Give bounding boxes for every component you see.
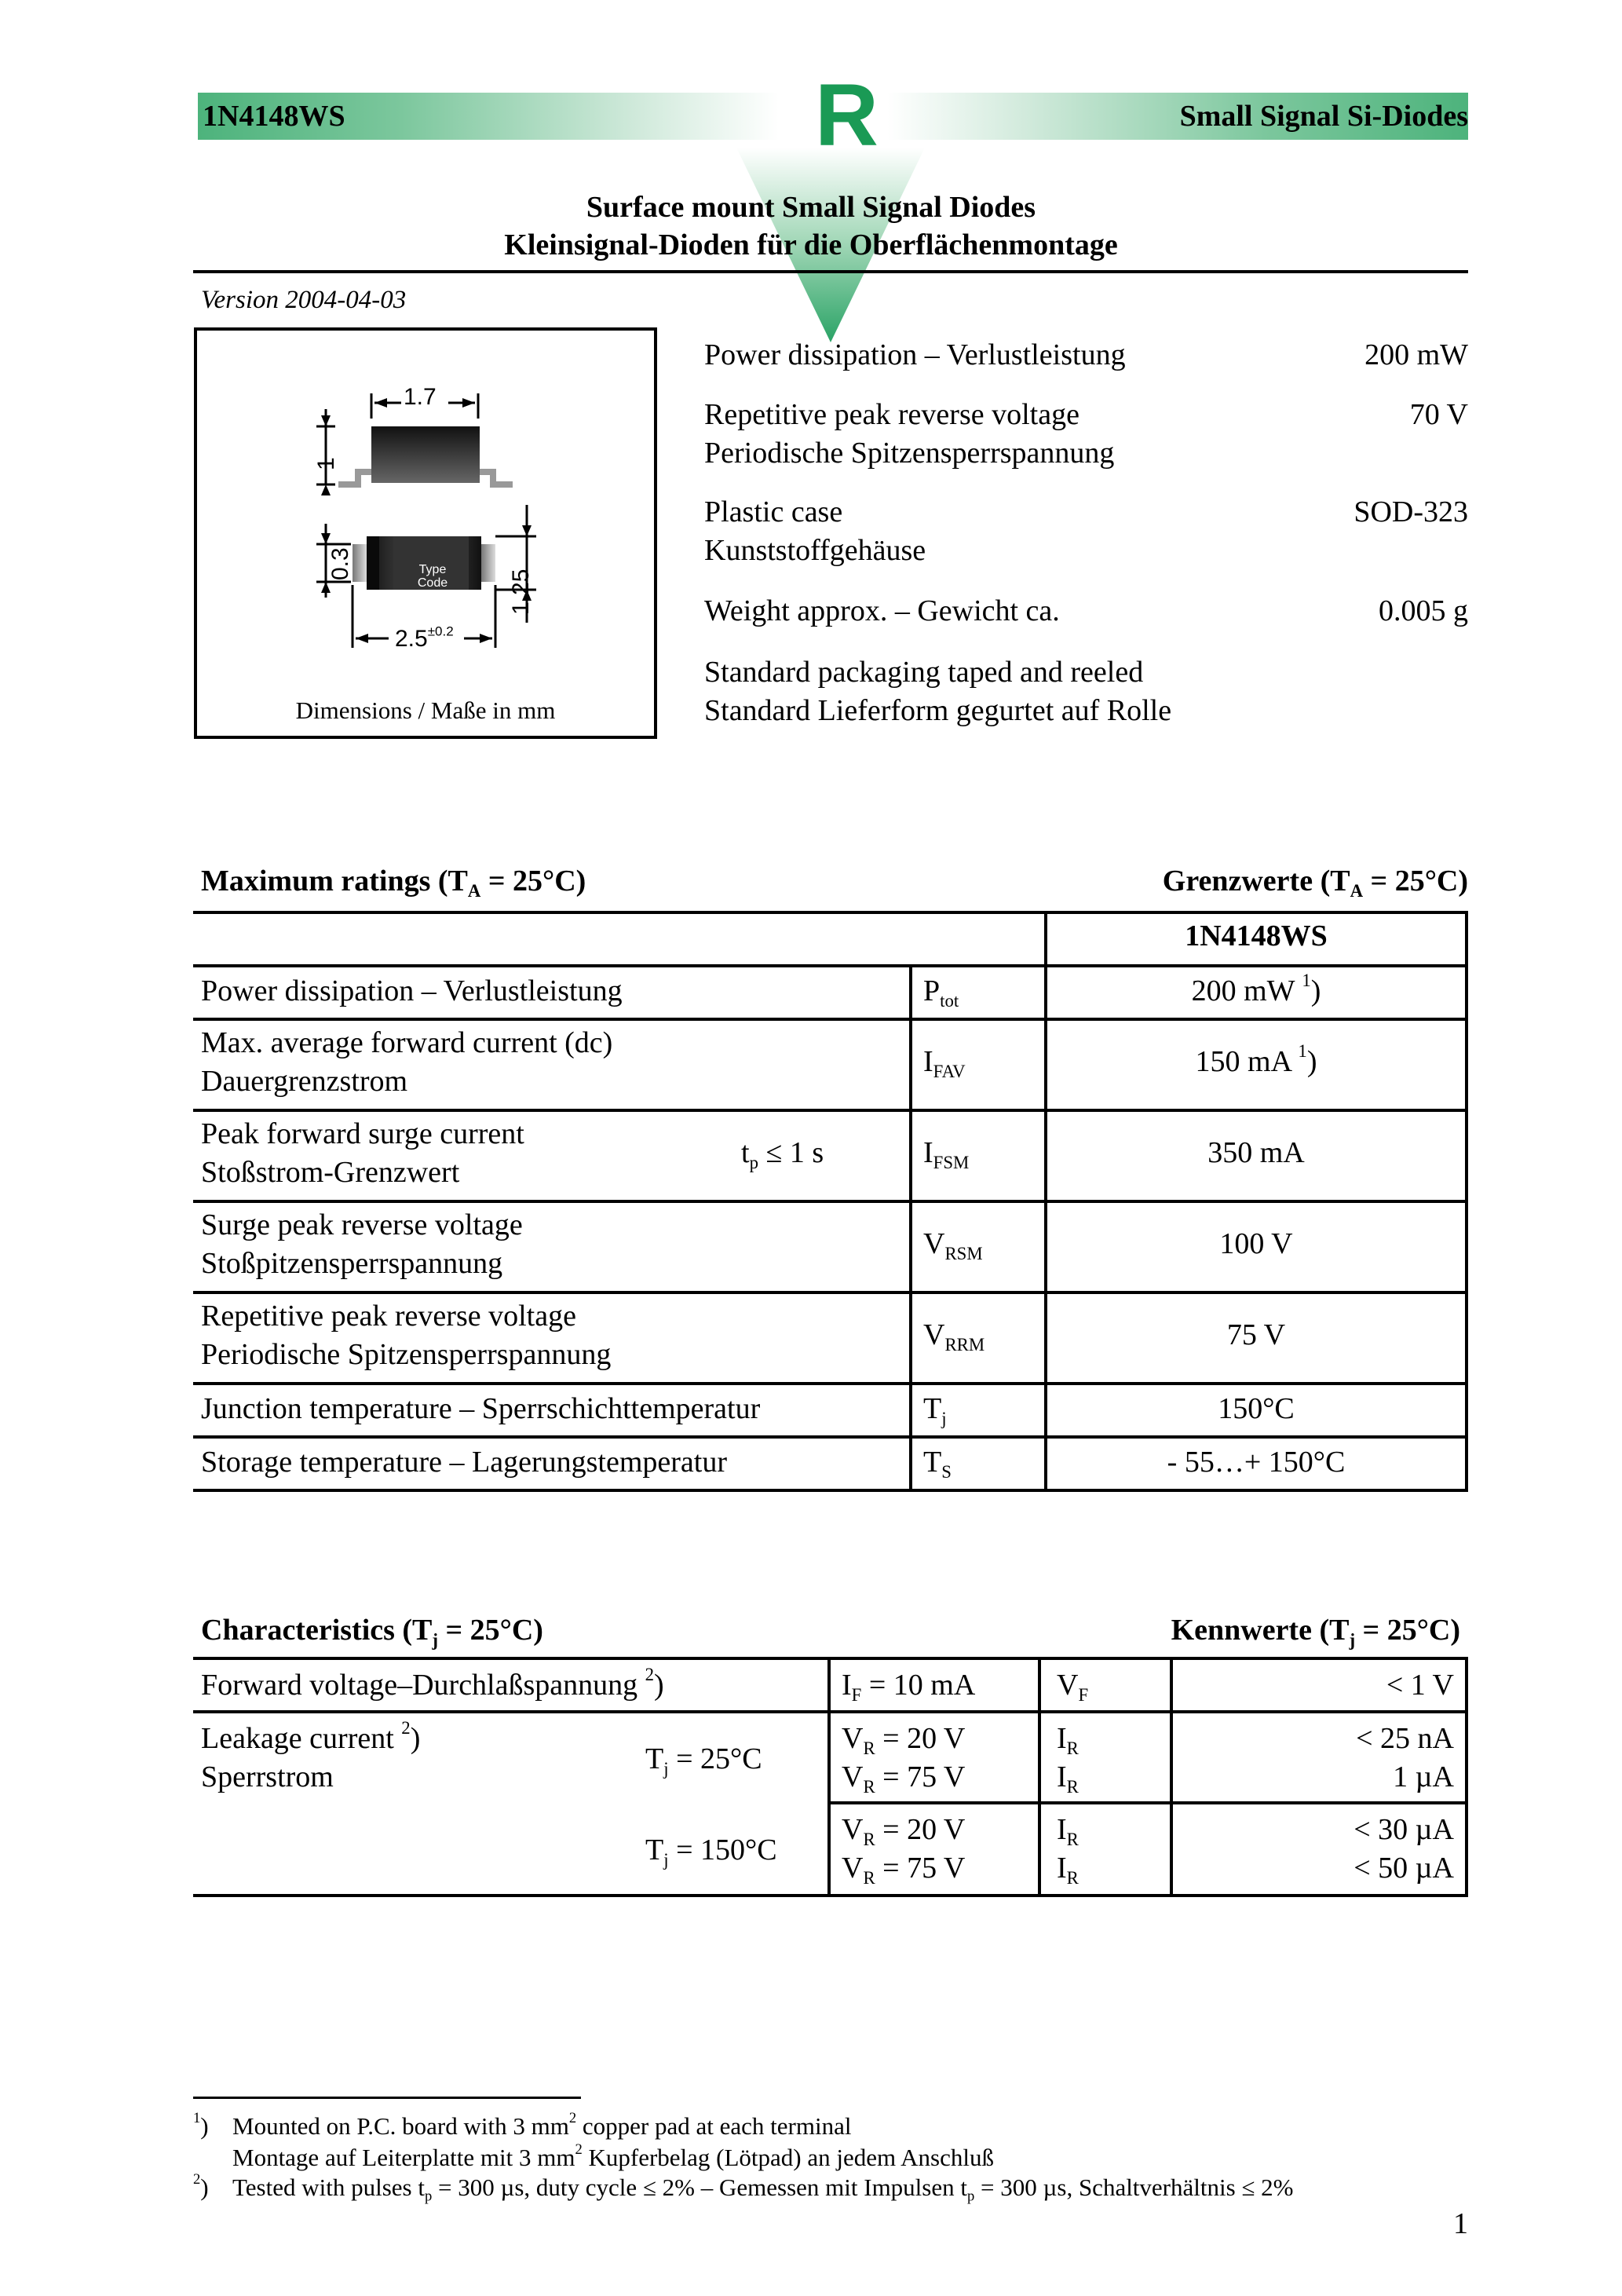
rating-vrsm-value: 100 V [1219,1227,1293,1260]
char-vf-value: < 1 V [1386,1669,1454,1702]
title-rule [193,270,1468,273]
footnote-rule [193,2097,581,2099]
spec-weight-label: Weight approx. – Gewicht ca. [704,594,1060,627]
footnote-1-line-1: Mounted on P.C. board with 3 $mm^2$ copper pad at each terminal [232,2110,852,2140]
header-part-number: 1N4148WS [203,100,345,133]
char-ir-value-3: < 30 µA [1353,1813,1454,1846]
dimensions-caption: Dimensions / Maße in mm [295,696,556,724]
spec-case-label: Plastic case [704,495,843,528]
char-ir-value-1: < 25 nA [1356,1722,1454,1755]
title-line-2: Kleinsignal-Dioden für die Oberflächenmontage [504,229,1118,261]
rating-tj-value: 150°C [1218,1392,1295,1425]
rating-ifsm-condition: $t_p \le 1$ s [741,1136,824,1172]
max-ratings-title-de: Grenzwerte $(T_A = 25^\circ C)$ [1162,865,1468,901]
char-ir-vr-20-150c: $V_R = 20$ V [842,1813,966,1849]
char-ir-label: Leakage current $^2$) [201,1717,421,1755]
rating-ifsm-label-de: Stoßstrom-Grenzwert [201,1156,460,1189]
char-ir-vr-75-25c: $V_R = 75$ V [842,1760,966,1797]
characteristics-title: Characteristics $(T_j = 25^\circ C)$ [201,1614,543,1650]
max-ratings-column-header: 1N4148WS [1185,919,1328,952]
dim-length-label: 1.7 [404,384,437,410]
spec-power-value: 200 mW [1364,338,1468,371]
rating-vrrm-value: 75 V [1226,1318,1286,1351]
logo [809,66,903,164]
spec-vrrm-label: Repetitive peak reverse voltage [704,398,1080,431]
char-ir-symbol-1: $I_R$ [1057,1722,1079,1758]
footnote-2-mark: $^2$) [193,2171,209,2201]
rating-vrrm-label: Repetitive peak reverse voltage [201,1300,576,1333]
char-vf-label: Forward voltage–Durchlaßspannung $^2$) [201,1664,664,1702]
char-ir-vr-75-150c: $V_R = 75$ V [842,1852,966,1888]
rating-ifav-label: Max. average forward current (dc) [201,1026,613,1059]
characteristics-title-de: Kennwerte $(T_j = 25^\circ C)$ [1171,1614,1460,1650]
spec-case-label-de: Kunststoffgehäuse [704,534,926,567]
char-ir-symbol-2: $I_R$ [1057,1760,1079,1797]
rating-tj-label: Junction temperature – Sperrschichttemperatur [201,1392,761,1425]
spec-packaging-label: Standard packaging taped and reeled [704,656,1144,689]
logo-letter: R [815,66,879,164]
rating-ifsm-value: 350 mA [1207,1136,1305,1169]
rating-vrsm-symbol: $V_{RSM}$ [923,1227,983,1263]
char-ir-symbol-4: $I_R$ [1057,1852,1079,1888]
footnote-1-line-2: Montage auf Leiterplatte mit 3 $mm^2$ Kupferbelag (Lötpad) an jedem Anschluß [232,2141,994,2171]
page-number: 1 [1453,2207,1468,2240]
spec-power-label: Power dissipation – Verlustleistung [704,338,1126,371]
rating-power-value: 200 mW $^1$) [1191,970,1321,1007]
rating-ifsm-symbol: $I_{FSM}$ [923,1136,970,1172]
rating-ts-value: - 55…+ 150°C [1167,1446,1346,1479]
char-ir-vr-20-25c: $V_R = 20$ V [842,1722,966,1758]
footnote-2-text: Tested with pulses $t_p = 300$ µs, duty cycle ≤ 2% – Gemessen mit Impulsen $t_p = 300$ µs, Schaltverhältnis ≤ 2% [232,2174,1294,2205]
char-ir-value-4: < 50 µA [1353,1852,1454,1885]
header-category: Small Signal Si-Diodes [1179,100,1468,133]
version-label: Version 2004-04-03 [201,286,407,314]
spec-weight-value: 0.005 g [1379,594,1468,627]
dim-lead-label: 0.3 [327,547,353,580]
rating-power-label: Power dissipation – Verlustleistung [201,974,623,1007]
char-ir-label-de: Sperrstrom [201,1760,334,1793]
rating-power-symbol: $P_{tot}$ [923,974,959,1011]
type-code-label: Type Code [417,563,448,590]
char-vf-condition: $I_F = 10$ mA [842,1669,976,1705]
char-vf-symbol: $V_F$ [1057,1669,1089,1705]
char-ir-temp-150: $T_j = 150^\circ C$ [645,1834,777,1870]
rating-vrsm-label: Surge peak reverse voltage [201,1208,523,1241]
spec-packaging-label-de: Standard Lieferform gegurtet auf Rolle [704,694,1172,727]
rating-ts-label: Storage temperature – Lagerungstemperatur [201,1446,727,1479]
spec-vrrm-value: 70 V [1409,398,1468,431]
rating-vrrm-symbol: $V_{RRM}$ [923,1318,985,1355]
rating-ifav-symbol: $I_{FAV}$ [923,1045,966,1081]
footnote-1-mark: $^1$) [193,2110,209,2140]
char-ir-symbol-3: $I_R$ [1057,1813,1079,1849]
rating-tj-symbol: $T_j$ [923,1392,947,1428]
dim-height-label: 1 [313,457,339,470]
spec-case-value: SOD-323 [1353,495,1468,528]
rating-ifsm-label: Peak forward surge current [201,1117,524,1150]
spec-vrrm-label-de: Periodische Spitzensperrspannung [704,437,1115,470]
rating-vrsm-label-de: Stoßpitzensperrspannung [201,1247,503,1280]
rating-ts-symbol: $T_S$ [923,1446,952,1482]
rating-ifav-label-de: Dauergrenzstrom [201,1065,408,1098]
char-ir-temp-25: $T_j = 25^\circ C$ [645,1742,762,1779]
char-ir-value-2: 1 µA [1393,1760,1454,1793]
max-ratings-title: Maximum ratings $(T_A = 25^\circ C)$ [201,865,586,901]
rating-vrrm-label-de: Periodische Spitzensperrspannung [201,1338,612,1371]
dim-total-label: $2.5^{\pm 0.2}$ [395,623,454,652]
dim-width-label: 1.25 [508,569,534,615]
rating-ifav-value: 150 mA $^1$) [1195,1040,1317,1078]
dimensions-drawing [194,327,657,739]
title-line-1: Surface mount Small Signal Diodes [586,191,1036,224]
